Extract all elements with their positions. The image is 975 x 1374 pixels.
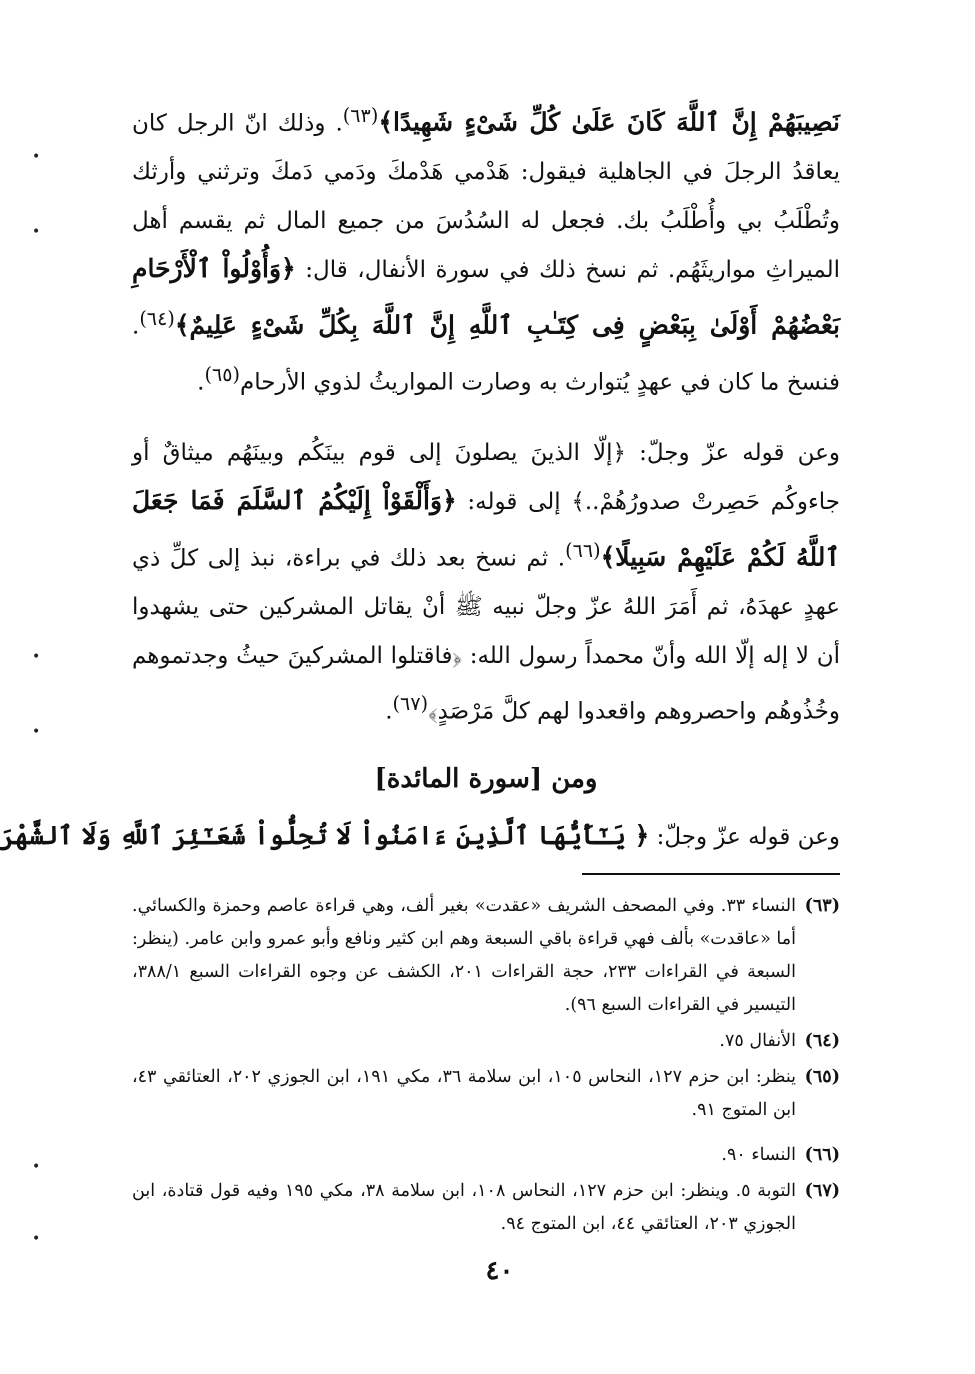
footnote-63 xyxy=(132,890,840,1022)
footnote-ref-63: (٦٣) xyxy=(342,104,379,127)
scan-speck: • xyxy=(32,149,41,165)
footnote-number: (٦٥) xyxy=(804,1067,840,1087)
footnote-text: التوبة ٥. وينظر: ابن حزم ١٢٧، النحاس ١٠٨، ابن سلامة ٣٨، مكي ١٩٥ وفيه قول قتادة، ابن الجوزي ٢٠٣، العتائقي ٤٤، ابن المتوج ٩٤. xyxy=(132,1181,797,1234)
footnote-separator xyxy=(582,873,840,875)
footnote-number: (٦٧) xyxy=(804,1181,841,1201)
page-number: ٤٠ xyxy=(485,1256,514,1286)
footnote-64 xyxy=(132,1025,840,1058)
footnote-ref-66: (٦٦) xyxy=(565,538,601,562)
footnote-66 xyxy=(132,1139,840,1172)
paragraph-1-end: . xyxy=(197,369,205,396)
quran-verse-intro: نَصِيبَهُمْ إِنَّ ٱللَّهَ كَانَ عَلَىٰ كُلِّ شَىْءٍ شَهِيدًا﴾ xyxy=(378,107,840,137)
scan-speck: • xyxy=(32,1159,41,1175)
scan-speck: • xyxy=(32,1231,41,1247)
main-text xyxy=(132,92,840,736)
section-first-line xyxy=(0,812,840,861)
scan-speck: • xyxy=(32,224,41,240)
quran-verse-maida: ﴿ يَـٰٓأَيُّهَا ٱلَّذِينَ ءَامَنُواْ لَا تُحِلُّواْ شَعَـٰٓئِرَ ٱللَّهِ وَلَا ٱلشَّهْرَ xyxy=(0,821,650,850)
paragraph-1-text-b: . فنسخ ما كان في عهدٍ يُتوارث به وصارت المواريثُ لذوي الأرحام xyxy=(132,313,840,396)
paragraph-2 xyxy=(132,429,840,736)
footnote-number: (٦٤) xyxy=(804,1031,840,1051)
paragraph-2-end: . xyxy=(385,698,393,725)
footnote-text: الأنفال ٧٥. xyxy=(719,1031,796,1051)
footnote-ref-67: (٦٧) xyxy=(392,692,429,716)
footnote-ref-65: (٦٥) xyxy=(204,362,240,386)
quran-verse-anfal: ﴿وَأُوْلُواْ ٱلْأَرْحَامِ بَعْضُهُمْ أَوْلَىٰ بِبَعْضٍ فِى كِتَـٰبِ ٱللَّهِ إِنَّ ٱللَّهَ بِكُلِّ شَىْءٍ عَلِيمٌ﴾ xyxy=(132,254,840,340)
footnote-number: (٦٦) xyxy=(804,1145,840,1165)
footnote-65 xyxy=(132,1061,840,1127)
paragraph-1-text-a: . وذلك انّ الرجل كان يعاقدُ الرجلَ في الجاهلية فيقول: هَدْمي هَدْمكَ ودَمي دَمكَ وترثني وأرثك وتُطْلَبُ بي وأُطْلَبُ بك. فجعل له السُدُسَ من جميع المال ثم يقسم أهل الميراثِ مواريثَهُم. ثم نسخ ذلك في سورة الأنفال، قال: xyxy=(132,110,841,284)
footnote-67 xyxy=(132,1175,840,1241)
footnote-text: النساء ٣٣. وفي المصحف الشريف «عقدت» بغير ألف، وهي قراءة عاصم وحمزة والكسائي. أما «عاقدت» بألف فهي قراءة باقي السبعة وهم ابن كثير ونافع وأبو عمرو وابن عامر. (ينظر: السبعة في القراءات ٢٣٣، حجة القراءات ٢٠١، الكشف عن وجوه القراءات السبع ٣٨٨/١، التيسير في القراءات السبع ٩٦). xyxy=(132,896,796,1015)
paragraph-2-text-b: . ثم نسخ بعد ذلك في براءة، نبذ إلى كلِّ ذي عهدٍ عهدَهُ، ثم أَمَرَ اللهُ عزّ وجلّ نبيه ﷺ أنْ يقاتل المشركين حتى يشهدوا أن لا إله إلّا الله وأنّ محمداً رسول الله: ﴿فاقتلوا المشركينَ حيثُ وجدتموهم وخُذُوهُم واحصروهم واقعدوا لهم كلَّ مَرْصَدٍ﴾ xyxy=(132,545,840,725)
footnote-text: النساء ٩٠. xyxy=(721,1145,796,1165)
paragraph-1 xyxy=(132,92,840,407)
section-heading: ومن [سورة المائدة] xyxy=(374,764,598,794)
footnotes xyxy=(132,890,840,1244)
scan-speck: • xyxy=(32,649,41,665)
quran-verse-nisa: ﴿وَأَلْقَوْاْ إِلَيْكُمُ ٱلسَّلَمَ فَمَا جَعَلَ ٱللَّهُ لَكُمْ عَلَيْهِمْ سَبِيلًا﴾ xyxy=(132,486,840,572)
footnote-text: ينظر: ابن حزم ١٢٧، النحاس ١٠٥، ابن سلامة ٣٦، مكي ١٩١، ابن الجوزي ٢٠٢، العتائقي ٤٣، ابن المتوج ٩١. xyxy=(132,1067,796,1120)
footnote-number: (٦٣) xyxy=(804,896,840,916)
footnote-ref-64: (٦٤) xyxy=(139,306,175,330)
scan-speck: • xyxy=(32,724,41,740)
section-first-line-text: وعن قوله عزّ وجلّ: xyxy=(649,824,840,850)
paragraph-2-text-a: وعن قوله عزّ وجلّ: ﴿إلّا الذينَ يصلونَ إلى قوم بينَكُم وبينَهُم ميثاقٌ أو جاءوكُم حَصِرتْ صدورُهُمْ..﴾ إلى قوله: xyxy=(132,439,841,516)
